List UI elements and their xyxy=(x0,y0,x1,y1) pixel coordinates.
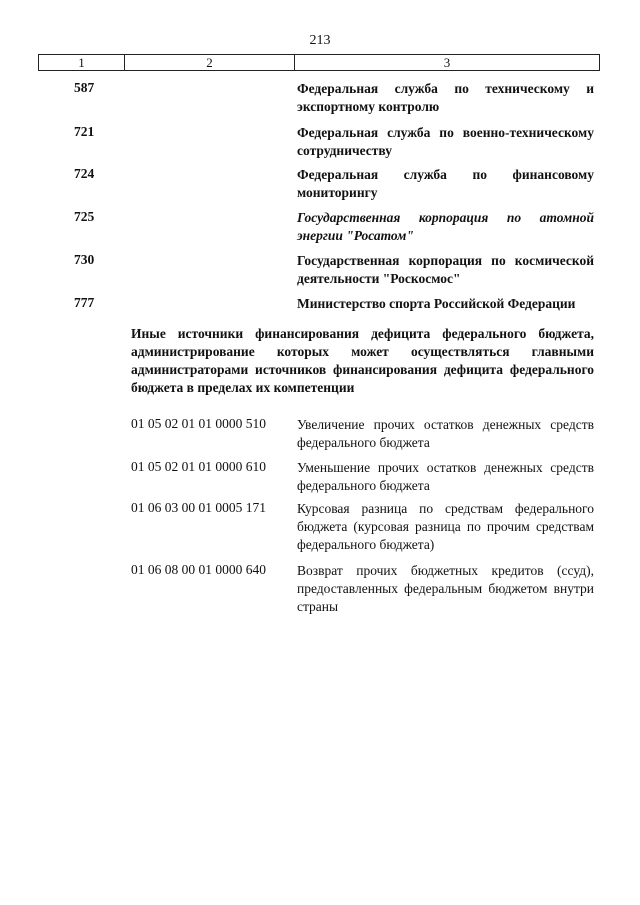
source-code: 01 06 08 00 01 0000 640 xyxy=(131,562,266,577)
administrator-code: 587 xyxy=(74,80,95,95)
administrator-code: 730 xyxy=(74,252,95,267)
source-name: Уменьшение прочих остатков денежных средств федерального бюджета xyxy=(297,460,594,493)
column-header-3: 3 xyxy=(443,55,451,70)
source-name: Увеличение прочих остатков денежных средств федерального бюджета xyxy=(297,417,594,450)
column-header-1: 1 xyxy=(39,55,125,70)
administrator-name: Федеральная служба по финансовому мониторингу xyxy=(297,167,594,200)
source-code: 01 05 02 01 01 0000 510 xyxy=(131,416,266,431)
source-name: Возврат прочих бюджетных кредитов (ссуд), предоставленных федеральным бюджетом внутри страны xyxy=(297,563,594,614)
administrator-name: Государственная корпорация по космической деятельности "Роскосмос" xyxy=(297,253,594,286)
administrator-name: Государственная корпорация по атомной энергии "Росатом" xyxy=(297,210,594,243)
source-name: Курсовая разница по средствам федерального бюджета (курсовая разница по прочим средствам федерального бюджета) xyxy=(297,501,594,552)
administrator-code: 725 xyxy=(74,209,95,224)
source-code: 01 06 03 00 01 0005 171 xyxy=(131,500,266,515)
administrator-code: 724 xyxy=(74,166,95,181)
administrator-name: Федеральная служба по техническому и экспортному контролю xyxy=(297,81,594,114)
administrator-code: 777 xyxy=(74,295,95,310)
administrator-code: 721 xyxy=(74,124,95,139)
administrator-name: Министерство спорта Российской Федерации xyxy=(297,296,576,311)
administrator-name: Федеральная служба по военно-техническому сотрудничеству xyxy=(297,125,594,158)
source-code: 01 05 02 01 01 0000 610 xyxy=(131,459,266,474)
section-heading: Иные источники финансирования дефицита федерального бюджета, администрирование которых может осуществляться главными администраторами источников финансирования дефицита федерального бюджета в пределах их компетенции xyxy=(131,326,594,395)
table-column-header xyxy=(38,54,600,71)
column-header-2: 2 xyxy=(125,55,295,70)
page-number: 213 xyxy=(309,33,331,48)
